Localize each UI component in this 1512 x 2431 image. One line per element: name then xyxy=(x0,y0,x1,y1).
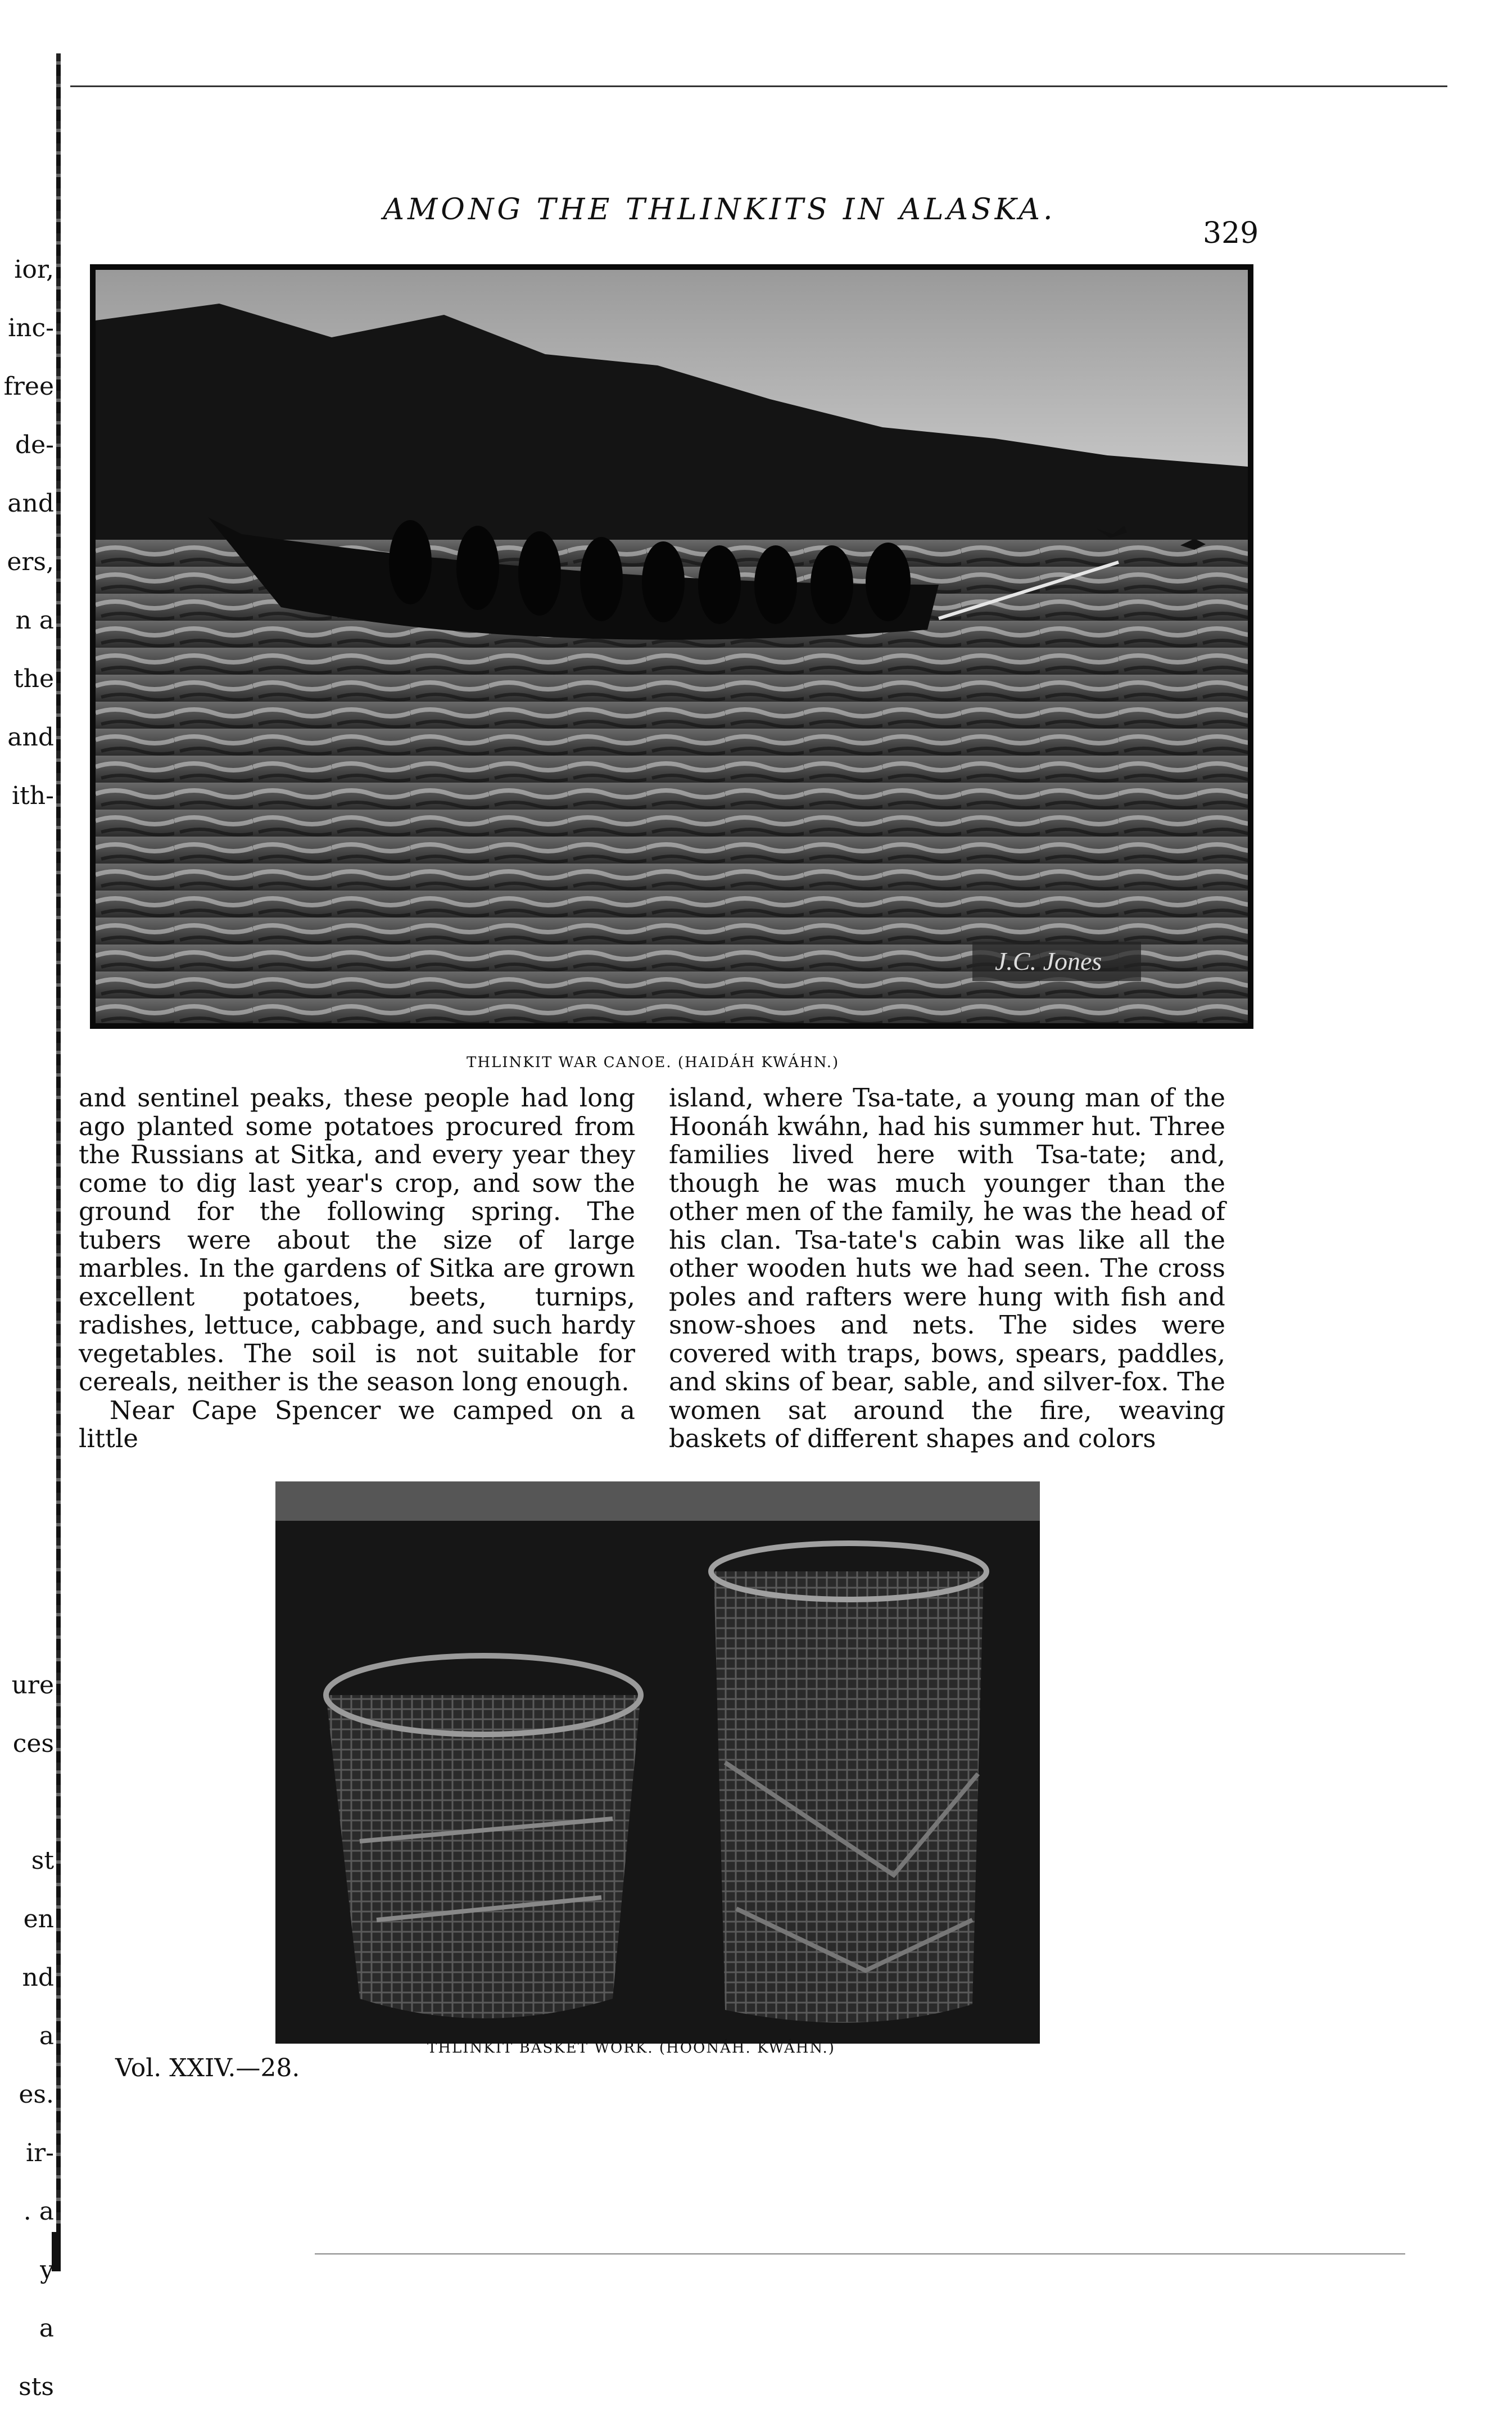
artist-signature: J.C. Jones xyxy=(995,947,1102,975)
bottom-rule xyxy=(315,2253,1405,2254)
paragraph: island, where Tsa-tate, a young man of the Hoonáh kwáhn, had his summer hut. Three families lived here with Tsa-tate; and, though he was much younger than the other men of the family, he was the head of his clan. Tsa-tate's cabin was like all the other wooden huts we had seen. The cross poles and rafters were hung with fish and snow-shoes and nets. The sides were covered with traps, bows, spears, paddles, and skins of bear, sable, and silver-fox. The women sat around the fire, weaving baskets of different shapes and colors xyxy=(669,1083,1225,1453)
basket-right xyxy=(711,1543,986,2023)
text-column-left xyxy=(79,1084,635,1453)
running-head: AMONG THE THLINKITS IN ALASKA. xyxy=(383,193,1056,227)
basket-work-illustration xyxy=(275,1481,1040,2044)
page-spine-shadow xyxy=(56,53,61,2257)
page-number: 329 xyxy=(1203,216,1259,250)
top-rule xyxy=(70,85,1447,87)
basket-left xyxy=(326,1656,641,2018)
paragraph: and sentinel peaks, these people had long ago planted some potatoes procured from the Russians at Sitka, and every year they come to dig last year's crop, and sow the ground for the following spring. The tubers were about the size of large marbles. In the gardens of Sitka are grown excellent potatoes, beets, turnips, radishes, lettuce, cabbage, and such hardy vegetables. The soil is not suitable for cereals, neither is the season long enough. xyxy=(79,1083,635,1397)
figure-caption: THLINKIT WAR CANOE. (HAIDÁH KWÁHN.) xyxy=(467,1054,840,1071)
volume-signature: Vol. XXIV.—28. xyxy=(115,2054,300,2082)
left-margin-fragments-top: ior, inc- free de- and ers, n a the and ith- xyxy=(3,255,54,810)
basket-work-drawing xyxy=(275,1481,1040,2044)
war-canoe-illustration xyxy=(90,264,1253,1029)
text-column-right xyxy=(669,1084,1225,1453)
war-canoe-drawing xyxy=(96,270,1248,1023)
figure-caption: THLINKIT BASKET WORK. (HOONÁH. KWÁHN.) xyxy=(427,2040,835,2057)
left-margin-fragments-bottom: ure ces st en nd a es. ir- . a y a sts xyxy=(11,1671,54,2401)
paragraph: Near Cape Spencer we camped on a little xyxy=(79,1395,635,1453)
